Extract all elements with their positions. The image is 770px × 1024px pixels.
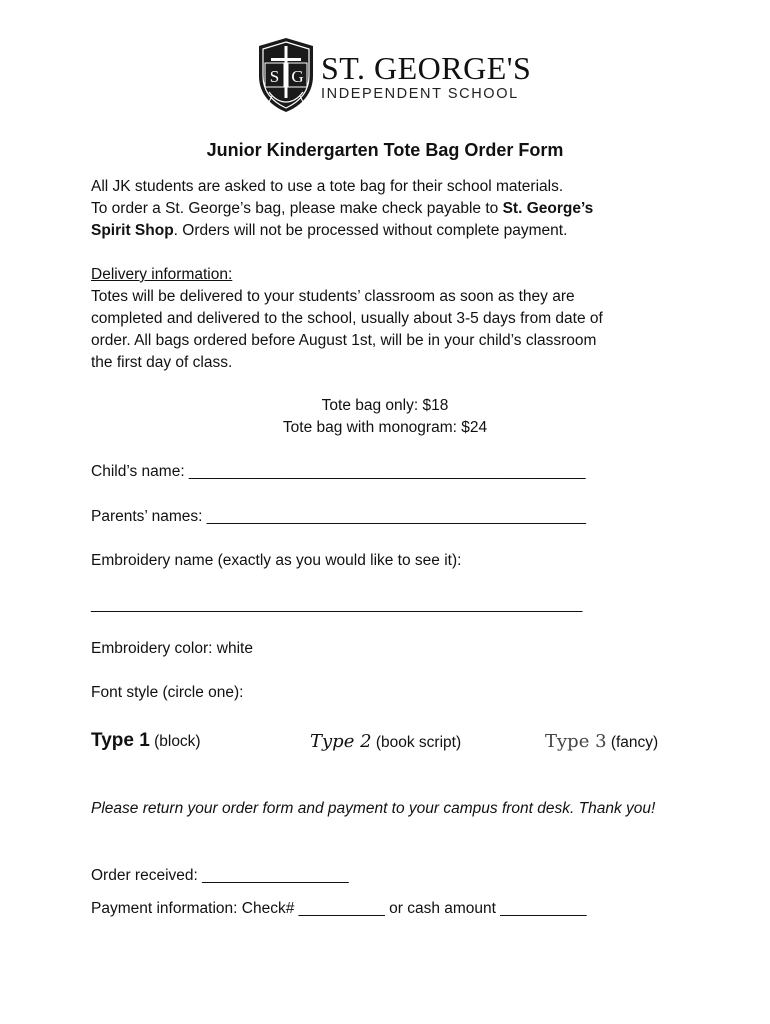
embroidery-name-label: Embroidery name (exactly as you would like to see it): [91, 552, 462, 569]
return-instructions: Please return your order form and payment to your campus front desk. Thank you! [91, 800, 656, 817]
order-received-field[interactable]: Order received: _________________ [91, 867, 349, 884]
payee-name-bold: St. George’s [502, 200, 594, 217]
intro-line-2-text: To order a St. George’s bag, please make check payable to [91, 200, 503, 217]
school-name: ST. GEORGE'S [321, 50, 532, 86]
font-option-type-3[interactable] [545, 731, 658, 752]
type-2-desc: (book script) [371, 734, 462, 751]
intro-line-2 [91, 198, 593, 220]
intro-line-3 [91, 220, 593, 242]
delivery-line-1: Totes will be delivered to your students’ classroom as soon as they are [91, 288, 575, 305]
crest-letter-g: G [291, 67, 304, 86]
child-name-field[interactable]: Child’s name: ______________________________________________ [91, 463, 586, 480]
price-tote-only: Tote bag only: $18 [321, 397, 449, 414]
price-tote-monogram: Tote bag with monogram: $24 [282, 419, 488, 436]
intro-paragraph [91, 176, 593, 242]
parents-names-field[interactable]: Parents’ names: ____________________________________________ [91, 508, 587, 525]
type-3-desc: (fancy) [606, 734, 659, 751]
type-1-desc: (block) [149, 733, 201, 750]
font-option-type-1[interactable] [91, 730, 201, 752]
page-title: Junior Kindergarten Tote Bag Order Form [206, 140, 564, 160]
type-1-sample: Type 1 [91, 730, 150, 751]
payment-info-field[interactable]: Payment information: Check# __________ or cash amount __________ [91, 900, 587, 917]
payee-shop-bold: Spirit Shop [91, 222, 174, 239]
delivery-line-4: the first day of class. [91, 354, 233, 371]
school-logo [255, 36, 535, 114]
intro-line-3-text: . Orders will not be processed without complete payment. [173, 222, 568, 239]
font-style-label: Font style (circle one): [91, 684, 244, 701]
type-3-sample: Type 3 [545, 731, 607, 752]
delivery-section [91, 264, 603, 374]
font-option-type-2[interactable] [310, 731, 461, 752]
crest-letters [265, 65, 307, 87]
embroidery-color: Embroidery color: white [91, 640, 253, 657]
embroidery-name-field[interactable]: _________________________________________________________ [91, 596, 583, 613]
delivery-heading: Delivery information: [91, 266, 233, 283]
delivery-line-2: completed and delivered to the school, usually about 3-5 days from date of [91, 310, 603, 327]
intro-line-1: All JK students are asked to use a tote bag for their school materials. [91, 178, 564, 195]
school-subtitle: INDEPENDENT SCHOOL [321, 86, 519, 102]
type-2-sample: Type 2 [310, 731, 372, 752]
crest-letter-s: S [269, 67, 280, 86]
delivery-line-3: order. All bags ordered before August 1st, will be in your child’s classroom [91, 332, 597, 349]
